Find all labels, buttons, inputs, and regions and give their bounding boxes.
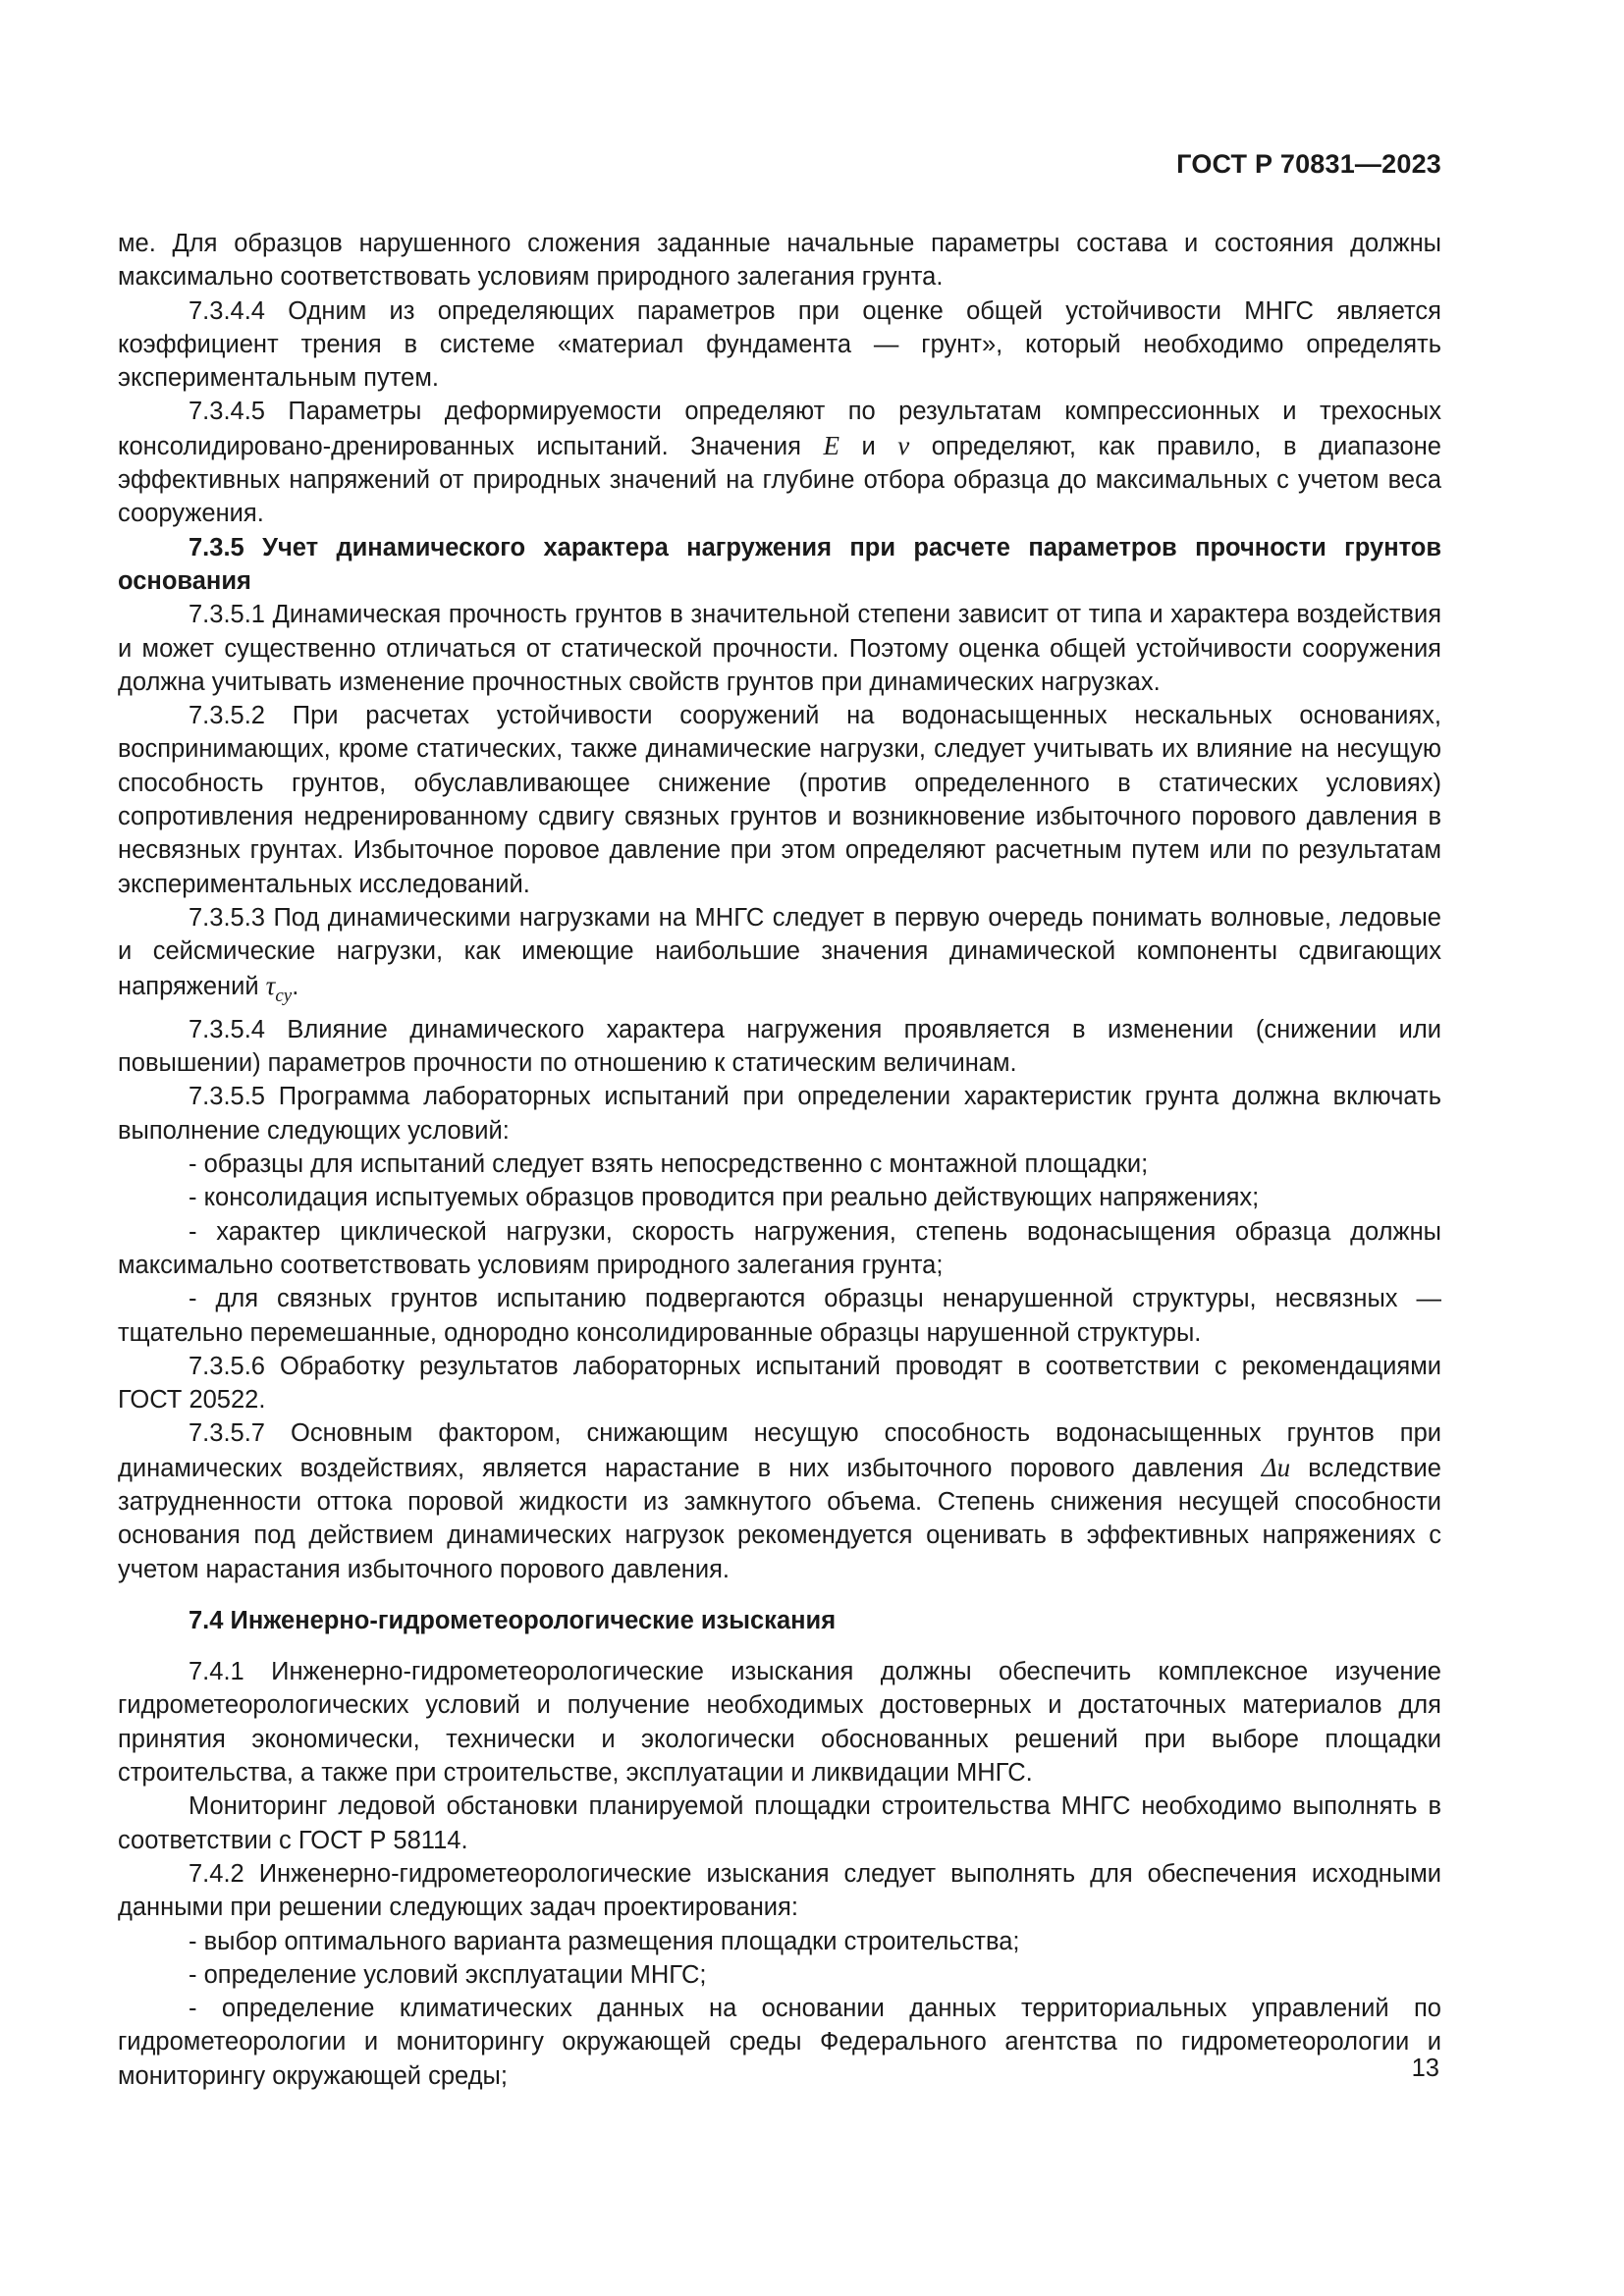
- paragraph-text: .: [292, 972, 299, 1000]
- paragraph-7-4-1: 7.4.1 Инженерно-гидрометеорологические изыскания должны обеспечить комплексное изучение гидрометеорологических условий и получение необходимых достоверных и достаточных материалов для принятия экономически, технически и экологически обоснованных решений при выборе площадки строительства, а также при строительстве, эксплуатации и ликвидации МНГС.: [118, 1658, 1441, 1788]
- list-item: - характер циклической нагрузки, скорость нагружения, степень водонасыщения образца должны максимально соответствовать условиям природного залегания грунта;: [118, 1217, 1441, 1279]
- paragraph: ме. Для образцов нарушенного сложения заданные начальные параметры состава и состояния должны максимально соответствовать условиям природного залегания грунта.: [118, 230, 1441, 292]
- subscript-cy: cy: [275, 985, 293, 1006]
- section-heading-7-3-5: 7.3.5 Учет динамического характера нагружения при расчете параметров прочности грунтов основания: [118, 533, 1441, 595]
- paragraph-text: 7.3.4.5 Параметры деформируемости определяют по результатам компрессионных и трехосных консолидировано-дренированных испытаний. Значения: [118, 398, 1441, 460]
- paragraph-7-3-5-5: 7.3.5.5 Программа лабораторных испытаний при определении характеристик грунта должна включать выполнение следующих условий:: [118, 1083, 1441, 1145]
- paragraph-7-4-2: 7.4.2 Инженерно-гидрометеорологические изыскания следует выполнять для обеспечения исходными данными при решении следующих задач проектирования:: [118, 1859, 1441, 1922]
- paragraph-7-3-4-5: [118, 395, 1441, 530]
- page-body: [118, 227, 1441, 2093]
- paragraph-7-3-5-1: 7.3.5.1 Динамическая прочность грунтов в значительной степени зависит от типа и характера воздействия и может существенно отличаться от статической прочности. Поэтому оценка общей устойчивости сооружения должна учитывать изменение прочностных свойств грунтов при динамических нагрузках.: [118, 601, 1441, 696]
- document-header: ГОСТ Р 70831—2023: [1176, 149, 1441, 179]
- list-item: - выбор оптимального варианта размещения площадки строительства;: [189, 1927, 1020, 1955]
- list-item: - определение условий эксплуатации МНГС;: [189, 1960, 707, 1989]
- paragraph-text: 7.3.5.7 Основным фактором, снижающим несущую способность водонасыщенных грунтов при динамических воздействиях, является нарастание в них избыточного порового давления: [118, 1419, 1441, 1482]
- paragraph-7-3-5-3: [118, 901, 1441, 1013]
- symbol-nu: ν: [897, 430, 910, 460]
- symbol-e: E: [823, 430, 839, 460]
- paragraph-7-3-5-4: 7.3.5.4 Влияние динамического характера нагружения проявляется в изменении (снижении или повышении) параметров прочности по отношению к статическим величинам.: [118, 1015, 1441, 1078]
- list-item: - для связных грунтов испытанию подвергаются образцы ненарушенной структуры, несвязных — тщательно перемешанные, однородно консолидированные образцы нарушенной структуры.: [118, 1285, 1441, 1347]
- symbol-delta-u: Δu: [1261, 1452, 1291, 1482]
- paragraph: Мониторинг ледовой обстановки планируемой площадки строительства МНГС необходимо выполнять в соответствии с ГОСТ Р 58114.: [118, 1792, 1441, 1854]
- section-heading-7-4: 7.4 Инженерно-гидрометеорологические изыскания: [189, 1606, 837, 1634]
- paragraph-7-3-5-7: [118, 1416, 1441, 1585]
- paragraph-text: и: [839, 432, 898, 460]
- paragraph-text: определяют, как правило, в диапазоне эффективных напряжений от природных значений на глубине отбора образца до максимальных с учетом веса сооружения.: [118, 432, 1441, 528]
- paragraph-text: 7.3.5.3 Под динамическими нагрузками на МНГС следует в первую очередь понимать волновые, ледовые и сейсмические нагрузки, как имеющие наибольшие значения динамической компоненты сдвигающих напряжений: [118, 903, 1441, 1000]
- page-number: 13: [1411, 2055, 1439, 2082]
- paragraph-7-3-4-4: 7.3.4.4 Одним из определяющих параметров при оценке общей устойчивости МНГС является коэффициент трения в системе «материал фундамента — грунт», который необходимо определять экспериментальным путем.: [118, 296, 1441, 393]
- paragraph-7-3-5-2: 7.3.5.2 При расчетах устойчивости сооружений на водонасыщенных нескальных основаниях, воспринимающих, кроме статических, также динамические нагрузки, следует учитывать их влияние на несущую способность грунтов, обуславливающее снижение (против определенного в статических условиях) сопротивления недренированному сдвигу связных грунтов и возникновение избыточного порового давления в несвязных грунтах. Избыточное поровое давление при этом определяют расчетным путем или по результатам экспериментальных исследований.: [118, 702, 1441, 898]
- symbol-tau: τ: [265, 970, 276, 1000]
- paragraph-7-3-5-6: 7.3.5.6 Обработку результатов лабораторных испытаний проводят в соответствии с рекомендациями ГОСТ 20522.: [118, 1352, 1441, 1415]
- paragraph-text: вследствие затрудненности оттока поровой жидкости из замкнутого объема. Степень снижения несущей способности основания под действием динамических нагрузок рекомендуется оценивать в эффективных напряжениях с учетом нарастания избыточного порового давления.: [118, 1454, 1441, 1583]
- list-item: - определение климатических данных на основании данных территориальных управлений по гидрометеорологии и мониторингу окружающей среды Федерального агентства по гидрометеорологии и мониторингу окружающей среды;: [118, 1995, 1441, 2090]
- list-item: - консолидация испытуемых образцов проводится при реально действующих напряжениях;: [189, 1184, 1260, 1212]
- list-item: - образцы для испытаний следует взять непосредственно с монтажной площадки;: [189, 1150, 1149, 1179]
